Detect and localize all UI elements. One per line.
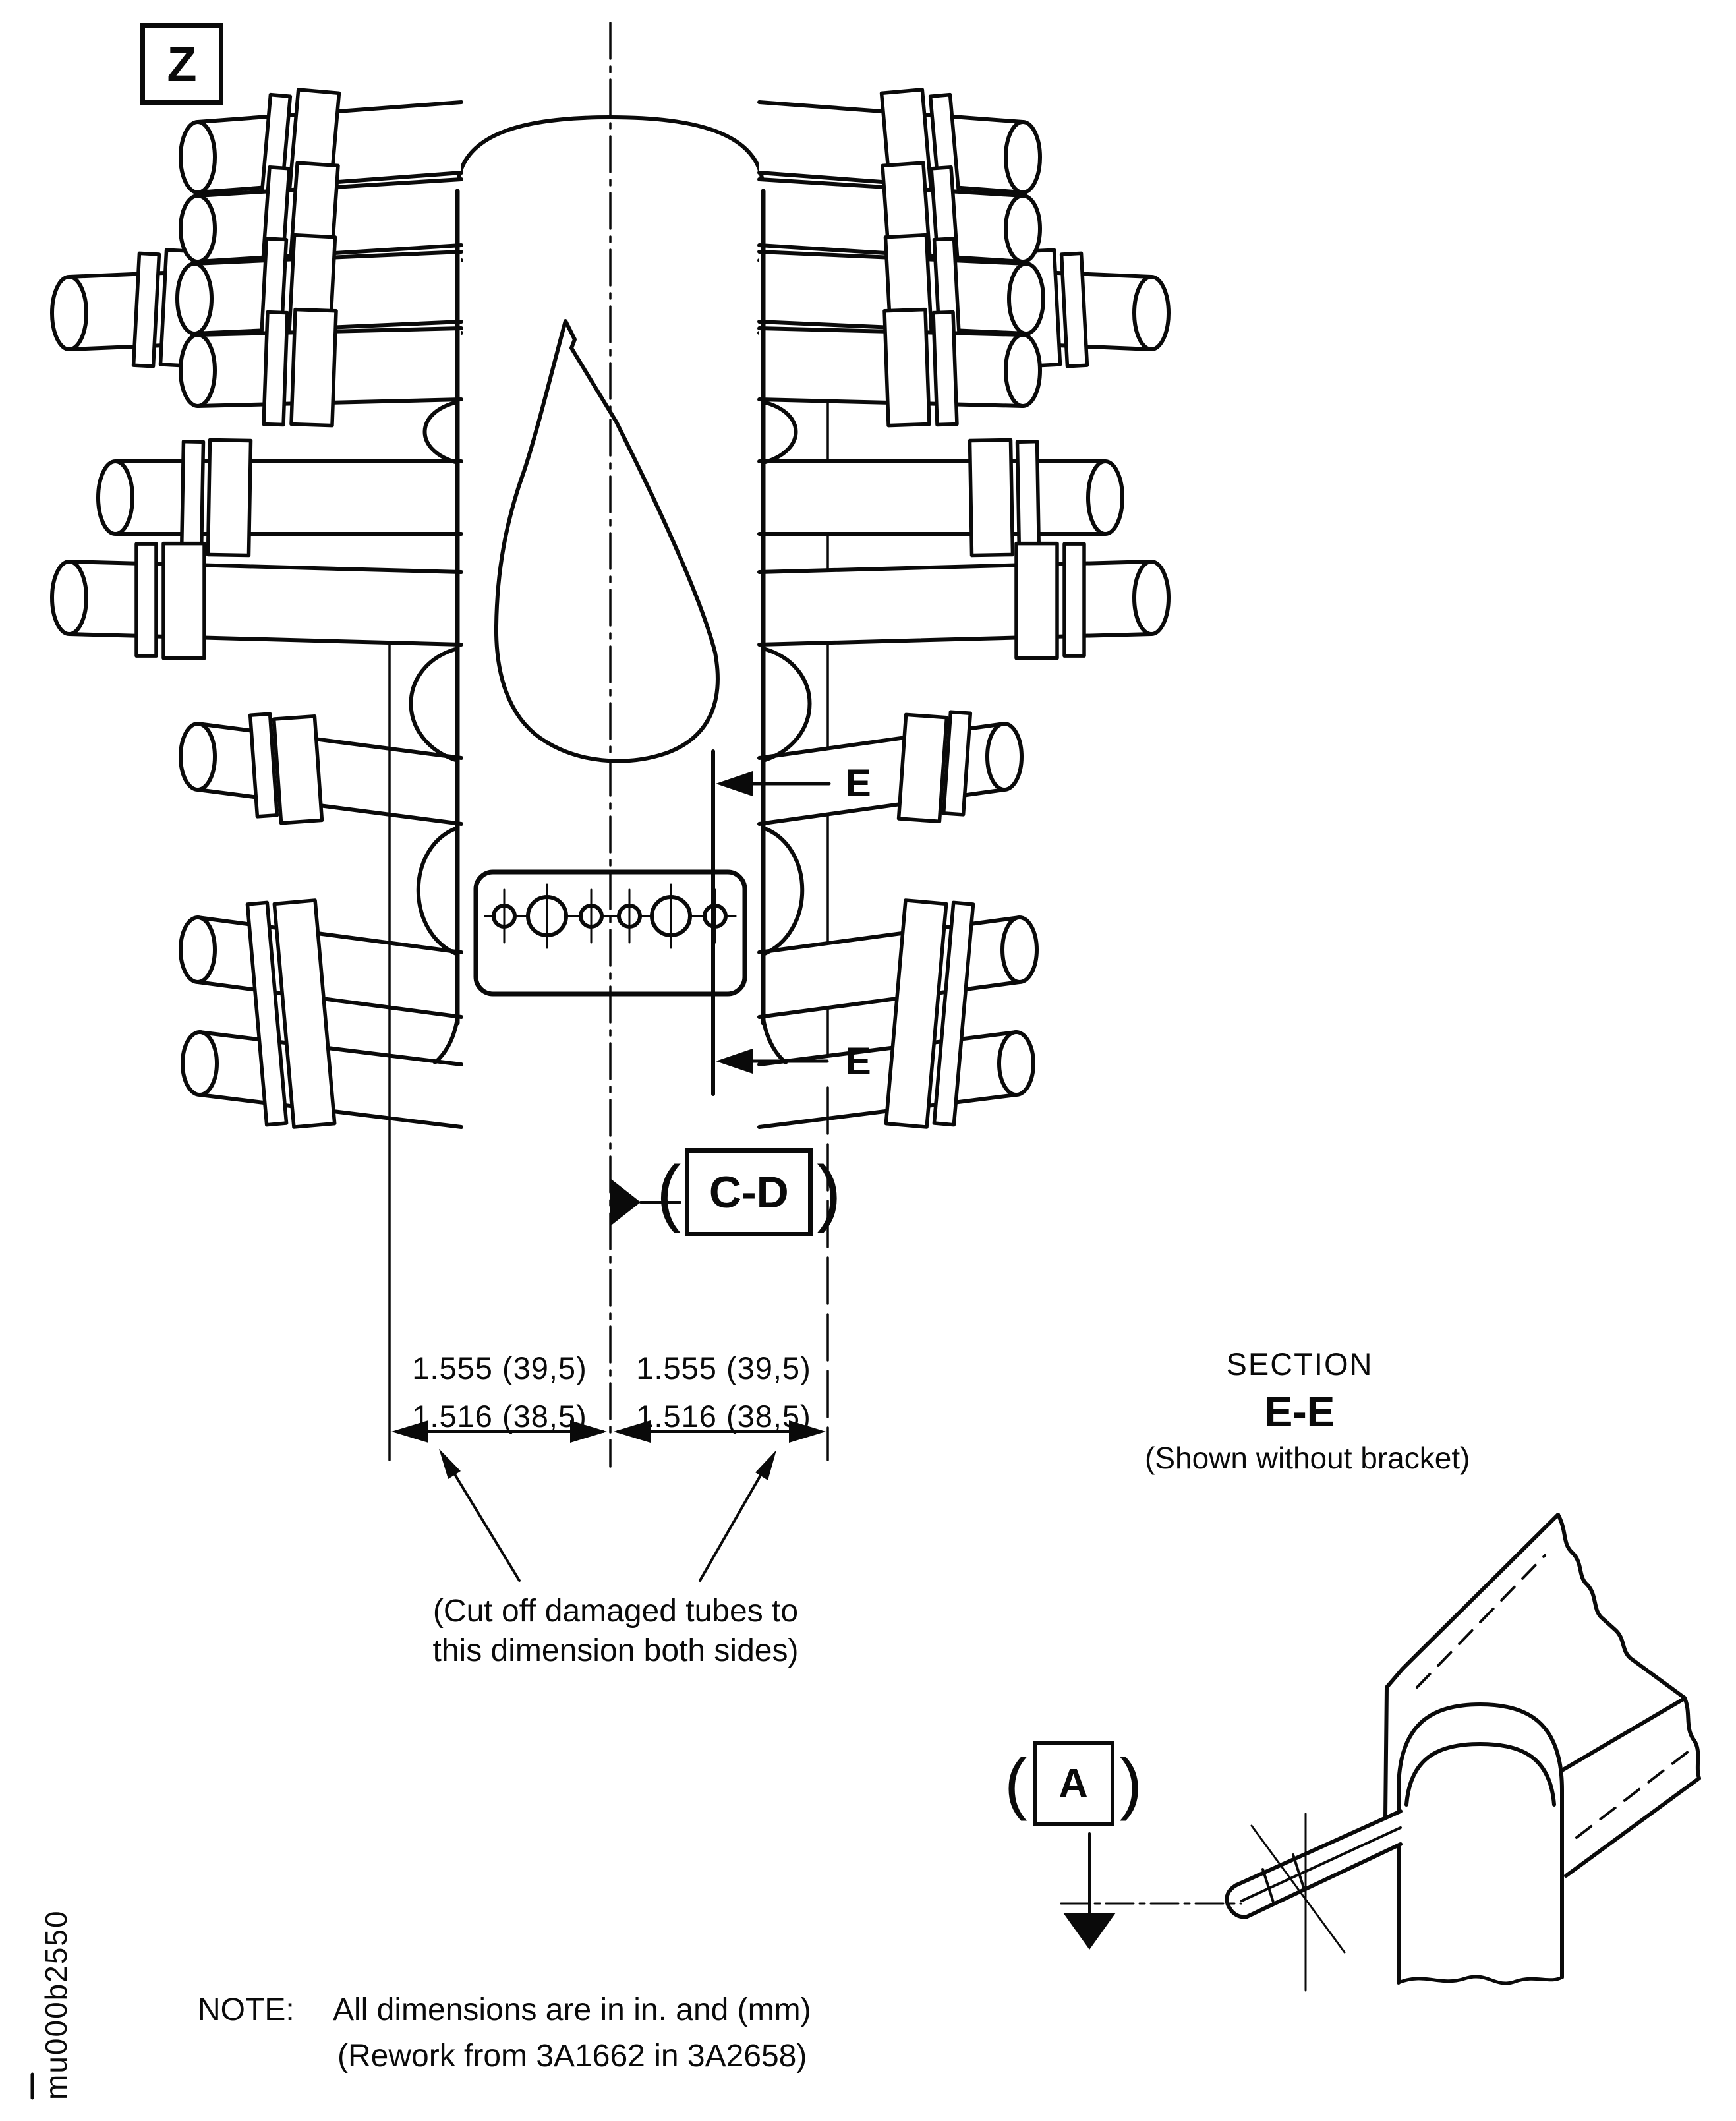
cutoff-note-line1: (Cut off damaged tubes to [432,1594,799,1629]
datum-a-box [1033,1741,1114,1826]
datum-a-flag [1004,1741,1142,1826]
section-arrow-label-top: E [846,762,871,805]
section-name: E-E [1264,1388,1335,1436]
cutoff-note [405,1592,826,1671]
datum-triangle-icon [1063,1913,1116,1950]
datum-cd-box [685,1148,813,1236]
note-line1: All dimensions are in in. and (mm) [333,1992,811,2027]
paren-open: ( [656,1151,681,1233]
dimension-value: 1.555 (39,5) [412,1351,587,1385]
watermark: mu000b2550 [39,1909,73,2100]
section-caption [1145,1346,1470,1476]
torn-opening [496,321,718,761]
section-subtitle: (Shown without bracket) [1145,1441,1470,1475]
note-line2: (Rework from 3A1662 in 3A2658) [337,2039,807,2074]
note-label: NOTE: [198,1992,295,2027]
datum-cd-flag [656,1148,842,1236]
section-title: SECTION [1226,1347,1374,1381]
section-arrow-icon [716,1049,753,1074]
view-label-box [140,23,223,105]
view-label: Z [167,36,197,92]
datum-a-anchor [1061,1834,1247,1950]
section-ee-view [1227,1515,1699,1990]
datum-triangle-icon [610,1178,641,1226]
dimension-lines [391,1420,826,1581]
cutoff-note-line2: this dimension both sides) [432,1633,799,1668]
dimension-left [394,1345,605,1441]
dimension-value: 1.516 (38,5) [636,1398,811,1434]
datum-cd-label: C-D [709,1167,789,1217]
paren-close: ) [817,1151,842,1233]
section-arrow-label-bottom: E [846,1040,871,1083]
datum-a-label: A [1058,1760,1089,1807]
paren-close: ) [1119,1745,1143,1822]
paren-open: ( [1004,1745,1027,1822]
dimension-value: 1.516 (38,5) [412,1398,587,1434]
dimension-value: 1.555 (39,5) [636,1351,811,1385]
section-arrow-icon [716,771,753,796]
dimension-right [618,1345,829,1441]
